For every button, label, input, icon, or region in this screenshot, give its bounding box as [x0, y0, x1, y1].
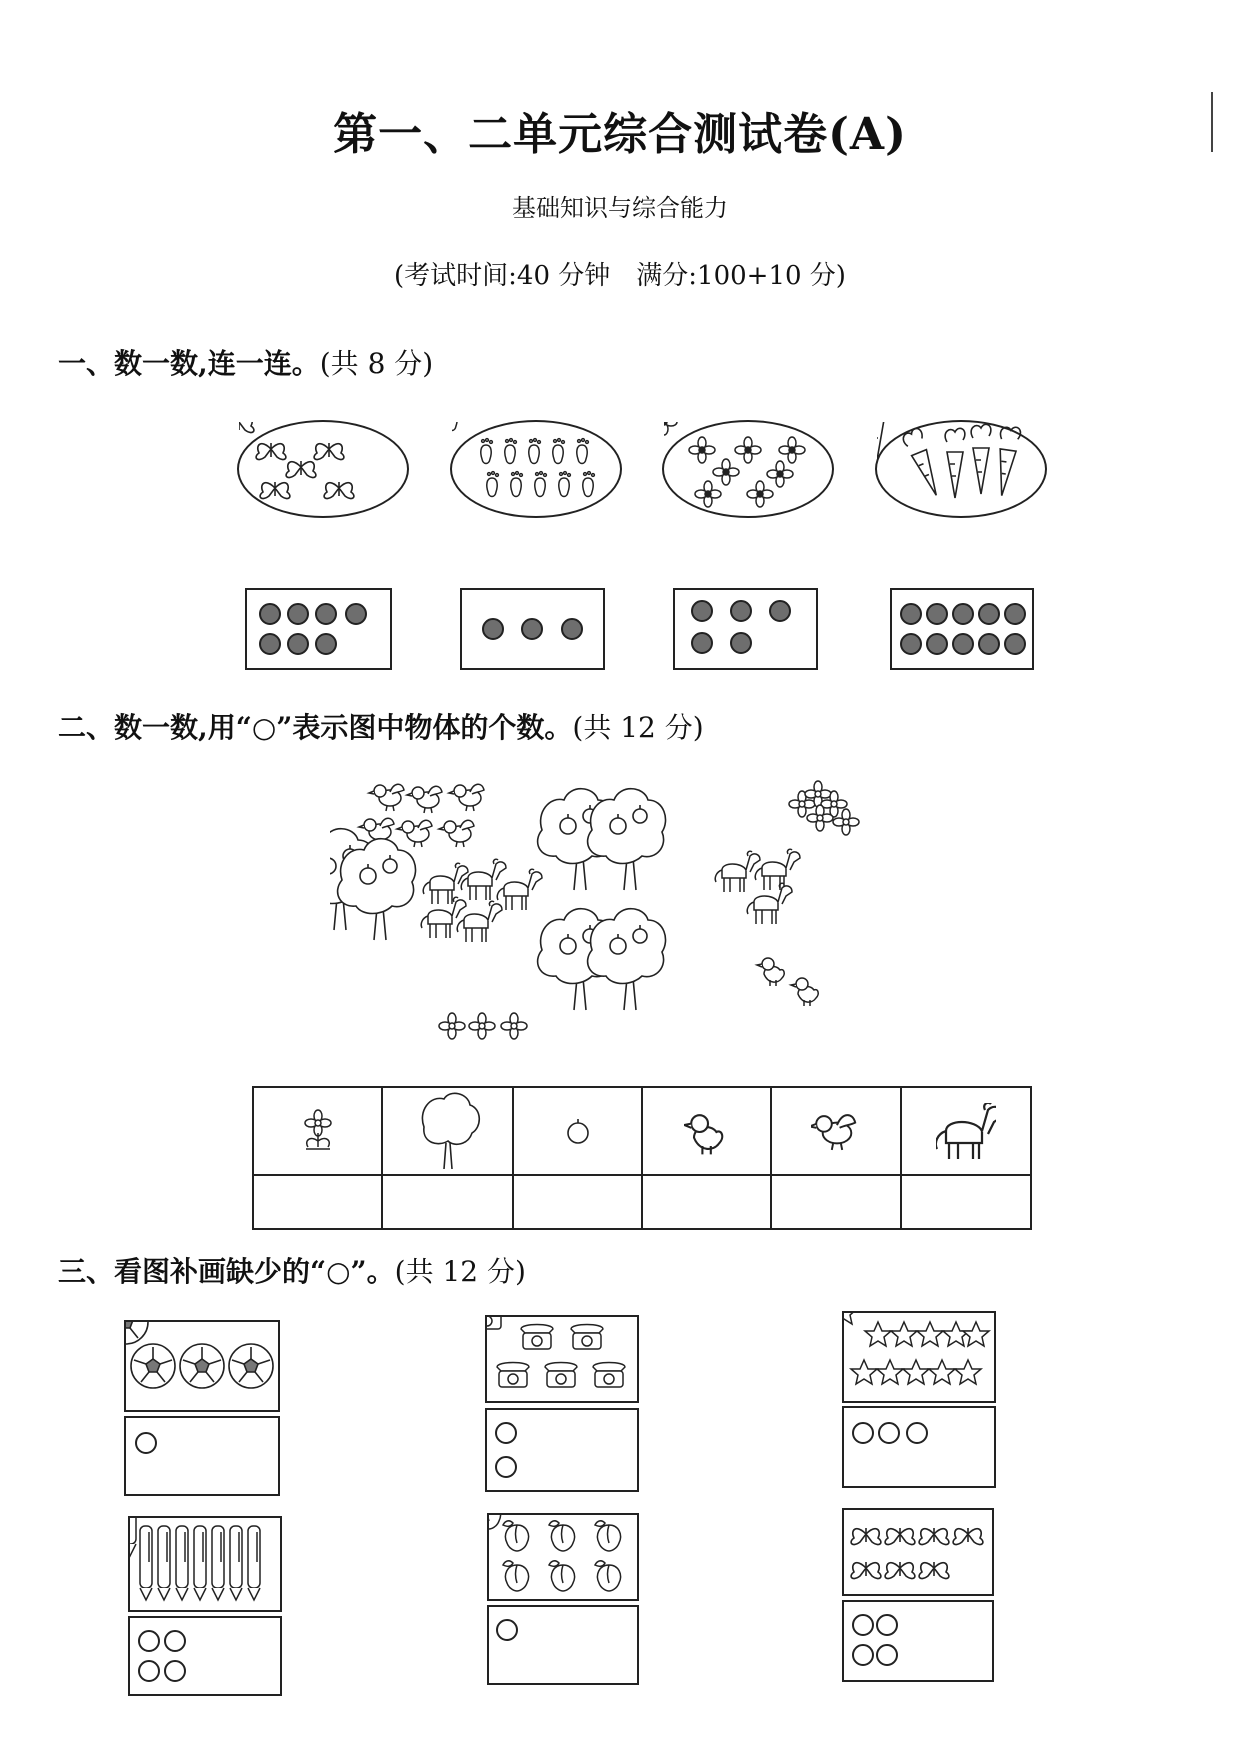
telephone-icons	[487, 1317, 637, 1401]
drawn-circle	[138, 1630, 160, 1652]
dot	[345, 603, 367, 625]
answer-box-butterflies[interactable]	[842, 1600, 994, 1682]
dot	[691, 632, 713, 654]
dot	[926, 603, 948, 625]
answer-cell-duck[interactable]	[642, 1175, 771, 1229]
section-1-points: (共 8 分)	[319, 347, 434, 380]
carrot-group[interactable]	[875, 420, 1047, 518]
drawn-circle	[876, 1614, 898, 1636]
drawn-circle	[852, 1614, 874, 1636]
footprint-group-art	[452, 422, 620, 516]
count-cell-duck	[642, 1087, 771, 1175]
card-telephones	[485, 1315, 639, 1403]
page-title: 第一、二单元综合测试卷(A)	[333, 109, 907, 160]
dot	[259, 603, 281, 625]
card-pens	[128, 1516, 282, 1612]
dot	[978, 633, 1000, 655]
dot	[769, 600, 791, 622]
section-2-points: (共 12 分)	[572, 711, 704, 744]
dot	[952, 603, 974, 625]
drawn-circle	[878, 1422, 900, 1444]
drawn-circle	[135, 1432, 157, 1454]
drawn-circle	[852, 1422, 874, 1444]
exam-meta: (考试时间:40 分钟 满分:100+10 分)	[394, 261, 846, 291]
section-1-label: 一、数一数,连一连。	[58, 347, 320, 380]
tree-icon	[408, 1091, 488, 1171]
dot-box-10[interactable]	[890, 588, 1034, 670]
soccer-ball-icons	[126, 1322, 278, 1410]
counting-scene-art	[330, 770, 950, 1060]
counting-scene	[330, 770, 950, 1060]
dot-box-7[interactable]	[245, 588, 392, 670]
answer-cell-flower[interactable]	[253, 1175, 382, 1229]
answer-box-stars[interactable]	[842, 1406, 996, 1488]
dot	[900, 603, 922, 625]
card-soccer-balls	[124, 1320, 280, 1412]
card-peaches	[487, 1513, 639, 1601]
count-cell-tree	[382, 1087, 513, 1175]
section-2-label: 二、数一数,用“○”表示图中物体的个数。	[58, 711, 573, 744]
answer-box-telephone[interactable]	[485, 1408, 639, 1492]
flower-group[interactable]	[662, 420, 834, 518]
dot	[1004, 603, 1026, 625]
dot	[730, 600, 752, 622]
dot	[900, 633, 922, 655]
answer-cell-horse[interactable]	[901, 1175, 1031, 1229]
section-2-heading	[58, 706, 704, 746]
answer-cell-apple[interactable]	[513, 1175, 642, 1229]
section-3-points: (共 12 分)	[394, 1255, 526, 1288]
count-cell-flower	[253, 1087, 382, 1175]
pen-icons	[130, 1518, 280, 1610]
star-icons	[844, 1313, 994, 1401]
flower-group-art	[664, 422, 832, 516]
dot	[482, 618, 504, 640]
section-1-heading	[58, 342, 433, 382]
duck-icon	[684, 1106, 730, 1156]
count-cell-horse	[901, 1087, 1031, 1175]
dot-box-5[interactable]	[673, 588, 818, 670]
drawn-circle	[852, 1644, 874, 1666]
bird-icon	[811, 1109, 861, 1153]
count-table-answer-row	[253, 1175, 1031, 1229]
drawn-circle	[496, 1619, 518, 1641]
answer-cell-tree[interactable]	[382, 1175, 513, 1229]
drawn-circle	[906, 1422, 928, 1444]
butterfly-group-art	[239, 422, 407, 516]
count-table-icon-row	[253, 1087, 1031, 1175]
apple-icon	[563, 1116, 593, 1146]
card-butterflies	[842, 1508, 994, 1596]
carrot-group-art	[877, 422, 1045, 516]
drawn-circle	[164, 1660, 186, 1682]
section-3-label: 三、看图补画缺少的“○”。	[58, 1255, 395, 1288]
answer-box-pens[interactable]	[128, 1616, 282, 1696]
dot	[521, 618, 543, 640]
dot	[926, 633, 948, 655]
dot	[259, 633, 281, 655]
drawn-circle	[138, 1660, 160, 1682]
answer-cell-bird[interactable]	[771, 1175, 901, 1229]
drawn-circle	[876, 1644, 898, 1666]
butterfly-icons	[844, 1510, 992, 1594]
drawn-circle	[495, 1422, 517, 1444]
drawn-circle	[164, 1630, 186, 1652]
footprint-group[interactable]	[450, 420, 622, 518]
dot	[287, 603, 309, 625]
dot	[1004, 633, 1026, 655]
page-subtitle: 基础知识与综合能力	[512, 194, 728, 222]
dot	[315, 603, 337, 625]
count-cell-apple	[513, 1087, 642, 1175]
dot	[561, 618, 583, 640]
dot	[691, 600, 713, 622]
drawn-circle	[495, 1456, 517, 1478]
answer-box-soccer[interactable]	[124, 1416, 280, 1496]
dot	[315, 633, 337, 655]
count-table	[252, 1086, 1032, 1230]
dot	[287, 633, 309, 655]
dot	[730, 632, 752, 654]
section-3-heading	[58, 1250, 526, 1290]
dot	[978, 603, 1000, 625]
flower-icon	[298, 1105, 338, 1157]
dot-box-3[interactable]	[460, 588, 605, 670]
dot	[952, 633, 974, 655]
card-stars	[842, 1311, 996, 1403]
butterfly-group[interactable]	[237, 420, 409, 518]
horse-icon	[936, 1103, 996, 1159]
count-cell-bird	[771, 1087, 901, 1175]
peach-icons	[489, 1515, 637, 1599]
answer-box-peaches[interactable]	[487, 1605, 639, 1685]
